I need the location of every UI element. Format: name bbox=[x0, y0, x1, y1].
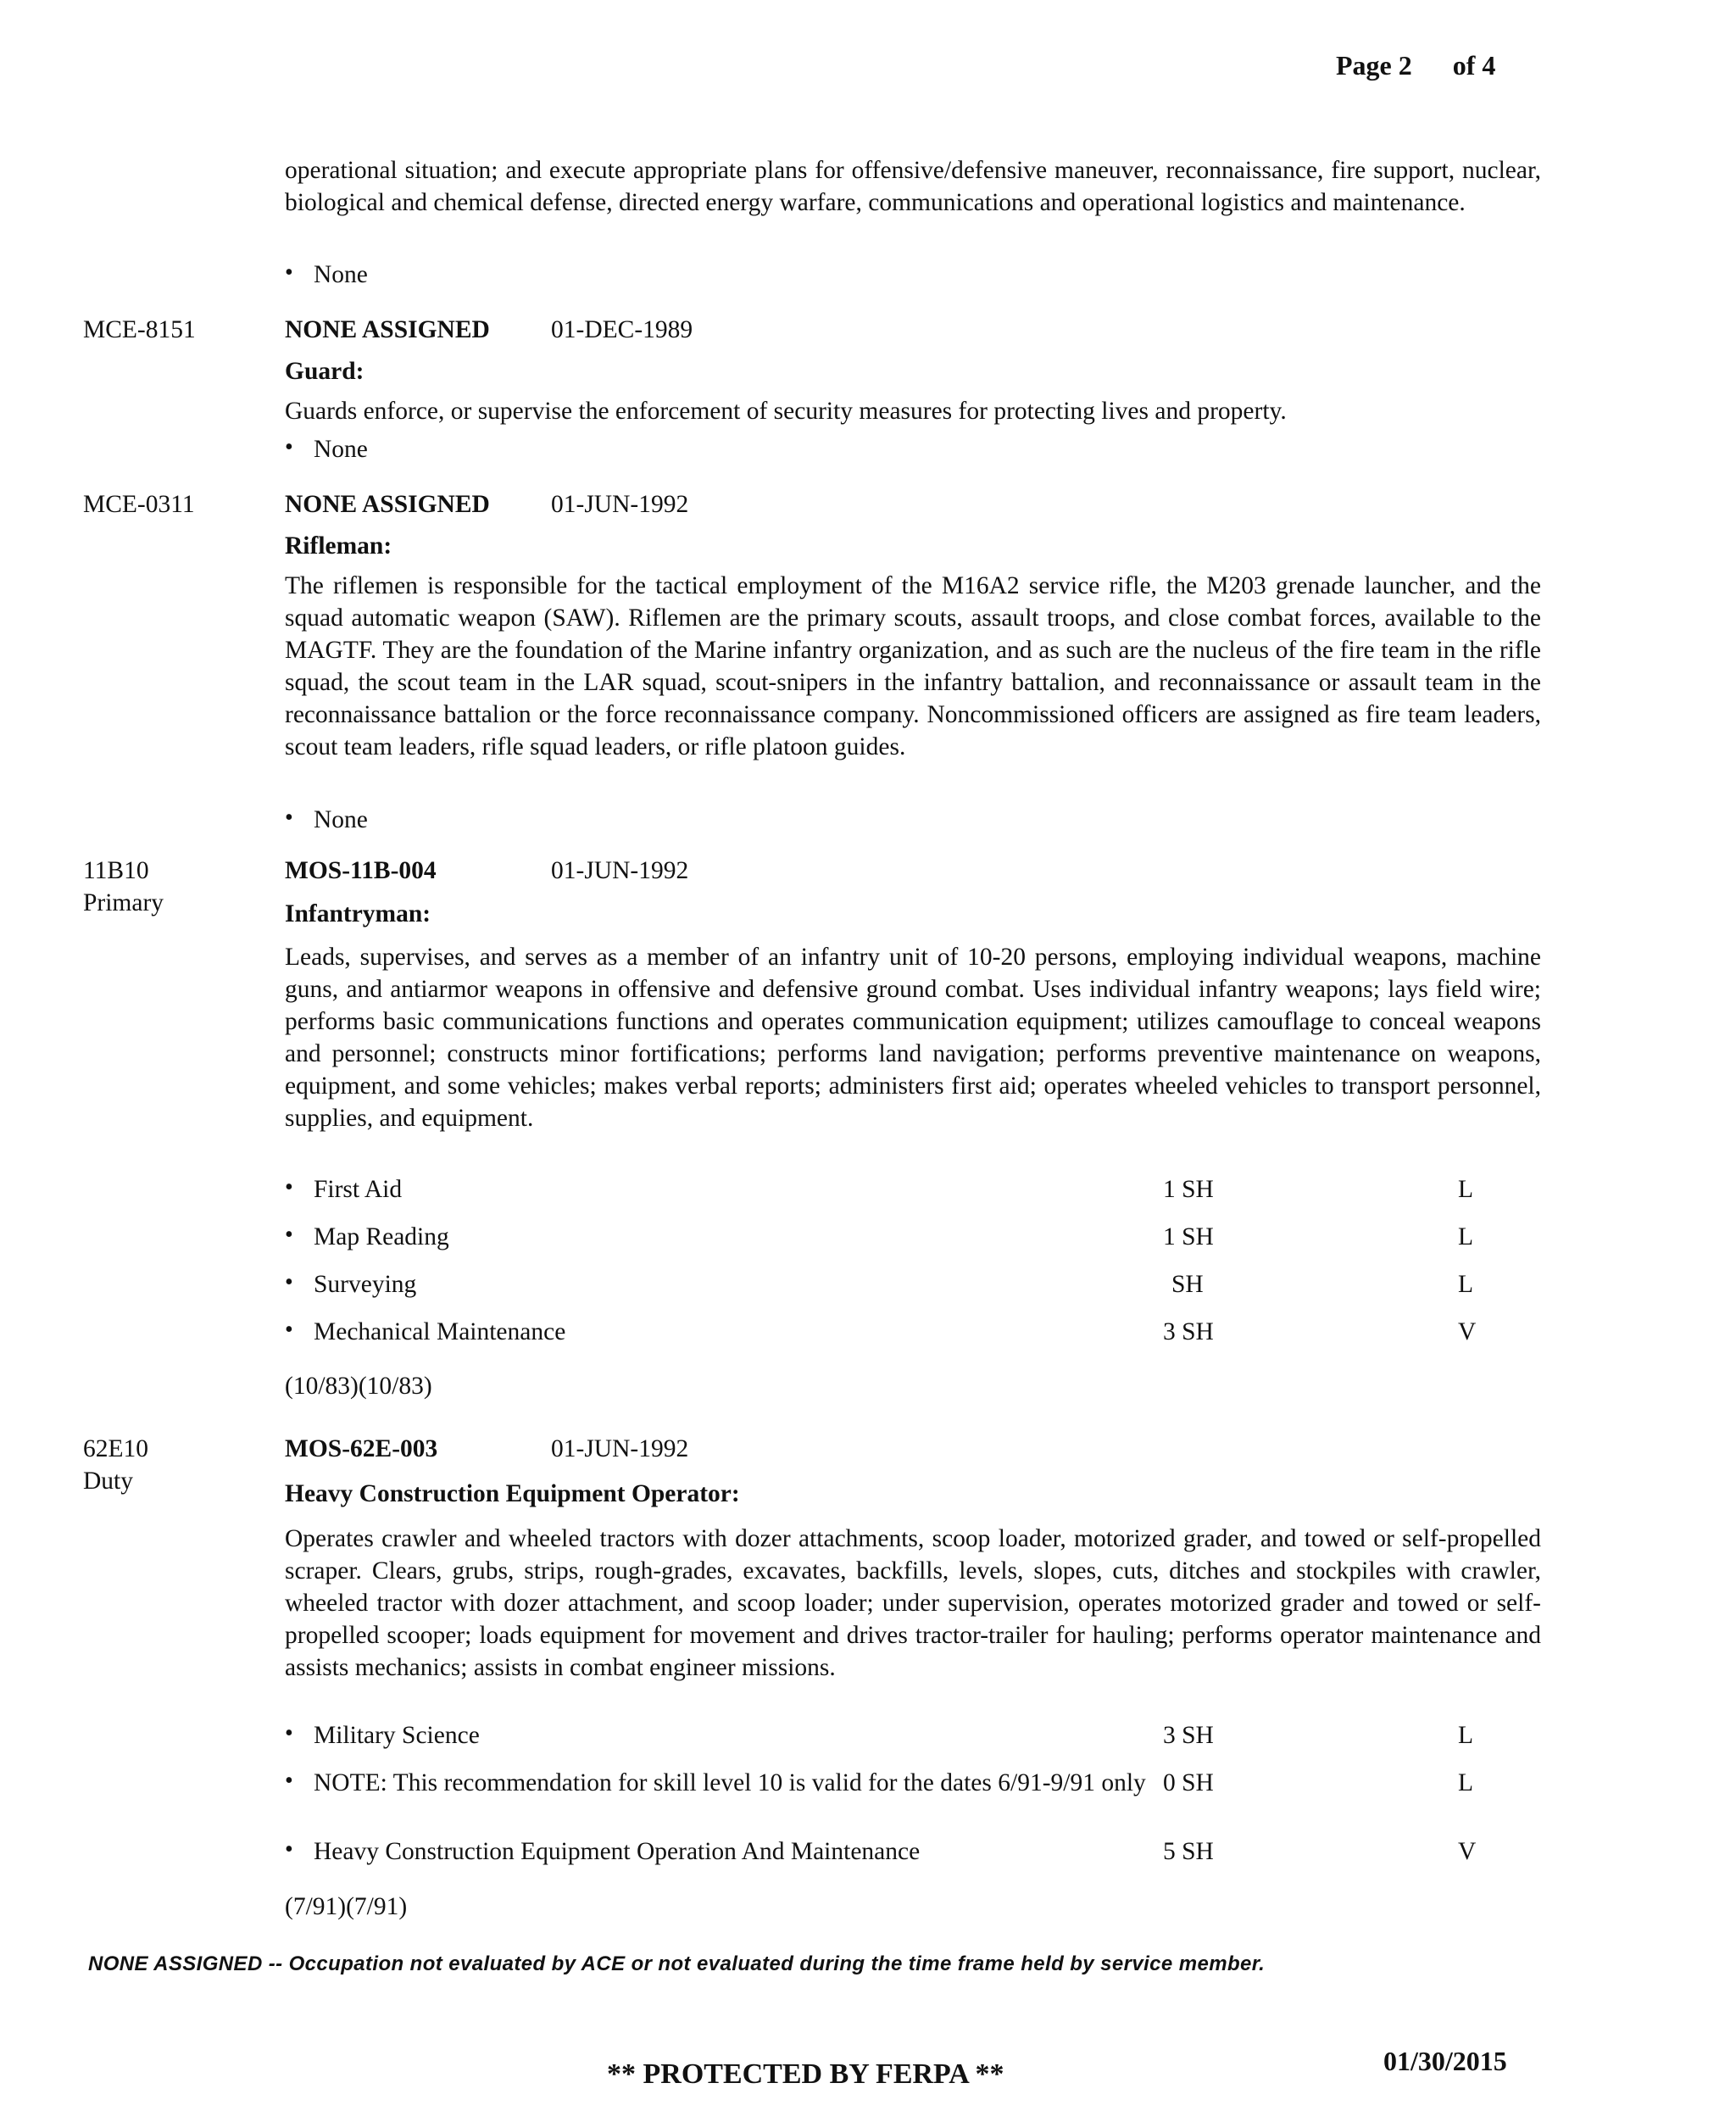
credit-hours: SH bbox=[1171, 1271, 1204, 1298]
occupation-date: 01-JUN-1992 bbox=[551, 491, 689, 518]
credit-subject: • Mechanical Maintenance bbox=[314, 1316, 565, 1348]
occupation-id: NONE ASSIGNED bbox=[285, 316, 490, 343]
ferpa-notice: ** PROTECTED BY FERPA ** bbox=[607, 2058, 1004, 2090]
page-of-label: of 4 bbox=[1452, 50, 1496, 81]
footer-note: NONE ASSIGNED -- Occupation not evaluated by ACE or not evaluated during the time frame held by service member. bbox=[88, 1952, 1266, 1975]
occupation-category: Duty bbox=[83, 1468, 133, 1495]
credit-subject: • Military Science bbox=[314, 1719, 1153, 1752]
occupation-date: 01-JUN-1992 bbox=[551, 857, 689, 884]
credit-hours: 3 SH bbox=[1163, 1722, 1214, 1749]
credit-hours: 0 SH bbox=[1163, 1769, 1214, 1796]
occupation-date: 01-JUN-1992 bbox=[551, 1435, 689, 1462]
occupation-bullet: • None bbox=[314, 804, 368, 836]
occupation-date: 01-DEC-1989 bbox=[551, 316, 693, 343]
credit-subject: • First Aid bbox=[314, 1173, 402, 1206]
credit-level: L bbox=[1458, 1223, 1474, 1250]
credit-level: V bbox=[1458, 1318, 1477, 1345]
evaluation-dates: (7/91)(7/91) bbox=[285, 1893, 408, 1920]
occupation-description: Guards enforce, or supervise the enforcement of security measures for protecting lives and property. bbox=[285, 398, 1287, 425]
occupation-code: MCE-0311 bbox=[83, 491, 195, 518]
occupation-description: The riflemen is responsible for the tactical employment of the M16A2 service rifle, the M203 grenade launcher, and the squad automatic weapon (SAW). Riflemen are the primary scouts, assault troops, and close combat forces, available to the MAGTF. They are the foundation of the Marine infantry organization, and as such are the nucleus of the fire team in the rifle squad, the scout team in the LAR squad, scout-snipers in the infantry battalion, and reconnaissance or assault team in the reconnaissance battalion or the force reconnaissance company. Noncommissioned officers are assigned as fire team leaders, scout team leaders, rifle squad leaders, or rifle platoon guides. bbox=[285, 572, 1541, 760]
credit-level: L bbox=[1458, 1769, 1474, 1796]
credit-level: V bbox=[1458, 1838, 1477, 1865]
occupation-id: MOS-11B-004 bbox=[285, 857, 437, 884]
credit-level: L bbox=[1458, 1271, 1474, 1298]
intro-bullet: • None bbox=[314, 259, 368, 291]
credit-subject: • Surveying bbox=[314, 1268, 416, 1300]
occupation-title: Guard: bbox=[285, 358, 364, 385]
credit-level: L bbox=[1458, 1722, 1474, 1749]
occupation-category: Primary bbox=[83, 889, 164, 916]
credit-hours: 1 SH bbox=[1163, 1223, 1214, 1250]
credit-hours: 3 SH bbox=[1163, 1318, 1214, 1345]
occupation-bullet: • None bbox=[314, 433, 368, 465]
occupation-code: 11B10 bbox=[83, 857, 149, 884]
occupation-title: Rifleman: bbox=[285, 532, 392, 560]
occupation-code: 62E10 bbox=[83, 1435, 149, 1462]
page-label: Page 2 bbox=[1336, 50, 1412, 81]
evaluation-dates: (10/83)(10/83) bbox=[285, 1373, 432, 1400]
print-date: 01/30/2015 bbox=[1383, 2046, 1507, 2076]
credit-subject: • Heavy Construction Equipment Operation And Maintenance bbox=[314, 1835, 1153, 1868]
occupation-id: MOS-62E-003 bbox=[285, 1435, 438, 1462]
occupation-description: Operates crawler and wheeled tractors with dozer attachments, scoop loader, motorized grader, and towed or self-propelled scraper. Clears, grubs, strips, rough-grades, excavates, backfills, levels, slopes, cuts, ditches and stockpiles with crawler, wheeled tractor with dozer attachment, and scoop loader; under supervision, operates motorized grader and towed or self-propelled scooper; loads equipment for movement and drives tractor-trailer for hauling; performs operator maintenance and assists mechanics; assists in combat engineer missions. bbox=[285, 1525, 1541, 1681]
credit-hours: 5 SH bbox=[1163, 1838, 1214, 1865]
occupation-code: MCE-8151 bbox=[83, 316, 196, 343]
occupation-id: NONE ASSIGNED bbox=[285, 491, 490, 518]
page-number bbox=[1336, 49, 1495, 81]
credit-level: L bbox=[1458, 1176, 1474, 1203]
occupation-description: Leads, supervises, and serves as a member of an infantry unit of 10-20 persons, employing individual weapons, machine guns, and antiarmor weapons in offensive and defensive ground combat. Uses individual infantry weapons; lays field wire; performs basic communications functions and operates communication equipment; utilizes camouflage to conceal weapons and personnel; constructs minor fortifications; performs land navigation; performs preventive maintenance on weapons, equipment, and some vehicles; makes verbal reports; administers first aid; operates wheeled vehicles to transport personnel, supplies, and equipment. bbox=[285, 944, 1541, 1132]
credit-subject: • Map Reading bbox=[314, 1221, 449, 1253]
credit-subject: • NOTE: This recommendation for skill level 10 is valid for the dates 6/91-9/91 only bbox=[314, 1767, 1161, 1799]
credit-hours: 1 SH bbox=[1163, 1176, 1214, 1203]
occupation-title: Heavy Construction Equipment Operator: bbox=[285, 1480, 740, 1507]
occupation-title: Infantryman: bbox=[285, 900, 431, 927]
intro-paragraph: operational situation; and execute appropriate plans for offensive/defensive maneuver, reconnaissance, fire support, nuclear, biological and chemical defense, directed energy warfare, communications and operational logistics and maintenance. bbox=[285, 157, 1541, 216]
